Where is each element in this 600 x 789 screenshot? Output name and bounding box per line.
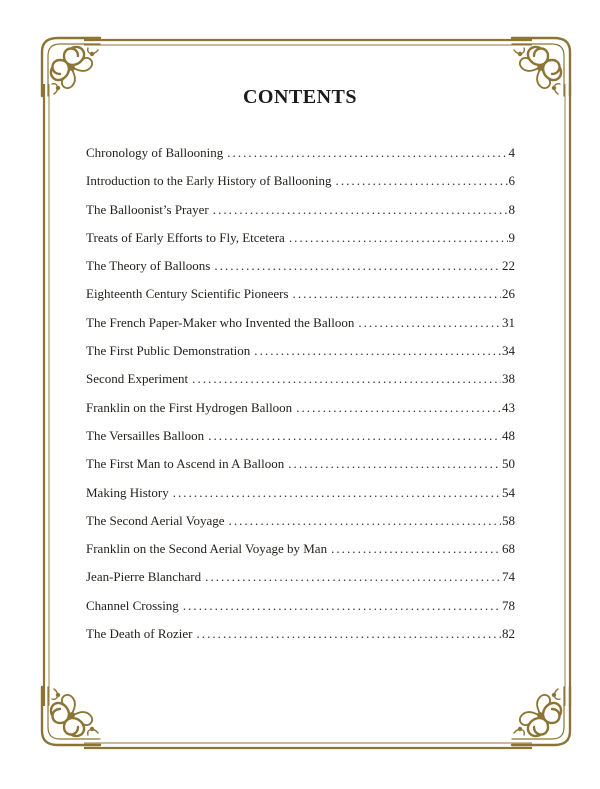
toc-entry[interactable] (86, 485, 515, 513)
toc-entry-title: The Theory of Balloons (86, 258, 211, 274)
toc-entry-title: The Versailles Balloon (86, 427, 205, 443)
dot-leader (208, 428, 501, 444)
toc-entry[interactable] (86, 456, 515, 484)
toc-entry-page: 58 (502, 512, 515, 528)
toc-entry-page: 54 (502, 484, 515, 500)
toc-entry-page: 4 (508, 145, 515, 160)
toc-entry-title: Treats of Early Efforts to Fly, Etcetera (86, 229, 285, 245)
toc-entry-page: 74 (502, 569, 515, 585)
dot-leader (214, 258, 501, 274)
toc-entry-title: Jean-Pierre Blanchard (86, 569, 202, 585)
toc-entry-page: 34 (502, 343, 515, 359)
toc-entry[interactable] (86, 258, 515, 286)
toc-entry[interactable] (86, 315, 515, 343)
dot-leader (227, 145, 507, 161)
toc-entry-title: Second Experiment (86, 371, 189, 387)
toc-entry-title: Franklin on the First Hydrogen Balloon (86, 399, 293, 415)
toc-entry[interactable] (86, 428, 515, 456)
toc-entry-title: Introduction to the Early History of Ballooning (86, 173, 332, 189)
toc-entry-title: The First Man to Ascend in A Balloon (86, 456, 285, 472)
dot-leader (192, 371, 501, 387)
toc-entry-title: The First Public Demonstration (86, 343, 251, 359)
dot-leader (183, 598, 501, 614)
dot-leader (196, 626, 501, 642)
dot-leader (229, 513, 501, 529)
dot-leader (173, 485, 501, 501)
toc-entry-page: 9 (508, 229, 515, 245)
toc-entry-page: 6 (508, 173, 515, 189)
toc-entry-title: Channel Crossing (86, 597, 179, 613)
toc-entry[interactable] (86, 173, 515, 201)
toc-entry-title: Making History (86, 484, 169, 500)
toc-entry[interactable] (86, 202, 515, 230)
toc-entry-title: Franklin on the Second Aerial Voyage by Man (86, 541, 328, 557)
dot-leader (254, 343, 501, 359)
toc-entry-page: 38 (502, 371, 515, 387)
toc-entry-page: 50 (502, 456, 515, 472)
dot-leader (331, 541, 501, 557)
toc-entry-page: 48 (502, 427, 515, 443)
toc-entry-title: The Second Aerial Voyage (86, 512, 225, 528)
toc-entry[interactable] (86, 343, 515, 371)
toc-entry[interactable] (86, 569, 515, 597)
corner-ornament-icon (508, 683, 574, 749)
dot-leader (336, 173, 508, 189)
toc-entry-title: The Death of Rozier (86, 626, 193, 642)
toc-entry-page: 31 (502, 314, 515, 330)
toc-entry[interactable] (86, 286, 515, 314)
table-of-contents (86, 145, 515, 654)
dot-leader (358, 315, 501, 331)
toc-entry-page: 78 (502, 597, 515, 613)
dot-leader (213, 202, 508, 218)
toc-entry-page: 82 (502, 626, 515, 642)
dot-leader (288, 456, 501, 472)
page-title: CONTENTS (242, 86, 358, 108)
toc-entry-title: The French Paper-Maker who Invented the Balloon (86, 314, 355, 330)
toc-entry-page: 43 (502, 399, 515, 415)
toc-entry-title: The Balloonist’s Prayer (86, 201, 209, 217)
toc-entry[interactable] (86, 371, 515, 399)
toc-entry[interactable] (86, 598, 515, 626)
toc-entry[interactable] (86, 145, 515, 173)
toc-entry[interactable] (86, 400, 515, 428)
toc-entry-title: Chronology of Ballooning (86, 145, 224, 160)
toc-entry[interactable] (86, 626, 515, 654)
dot-leader (289, 230, 508, 246)
toc-entry-page: 22 (502, 258, 515, 274)
dot-leader (293, 286, 501, 302)
toc-entry[interactable] (86, 541, 515, 569)
toc-entry[interactable] (86, 513, 515, 541)
toc-entry[interactable] (86, 230, 515, 258)
dot-leader (205, 569, 501, 585)
toc-entry-title: Eighteenth Century Scientific Pioneers (86, 286, 289, 302)
toc-entry-page: 26 (502, 286, 515, 302)
toc-entry-page: 8 (508, 201, 515, 217)
dot-leader (296, 400, 501, 416)
toc-entry-page: 68 (502, 541, 515, 557)
corner-ornament-icon (38, 683, 104, 749)
